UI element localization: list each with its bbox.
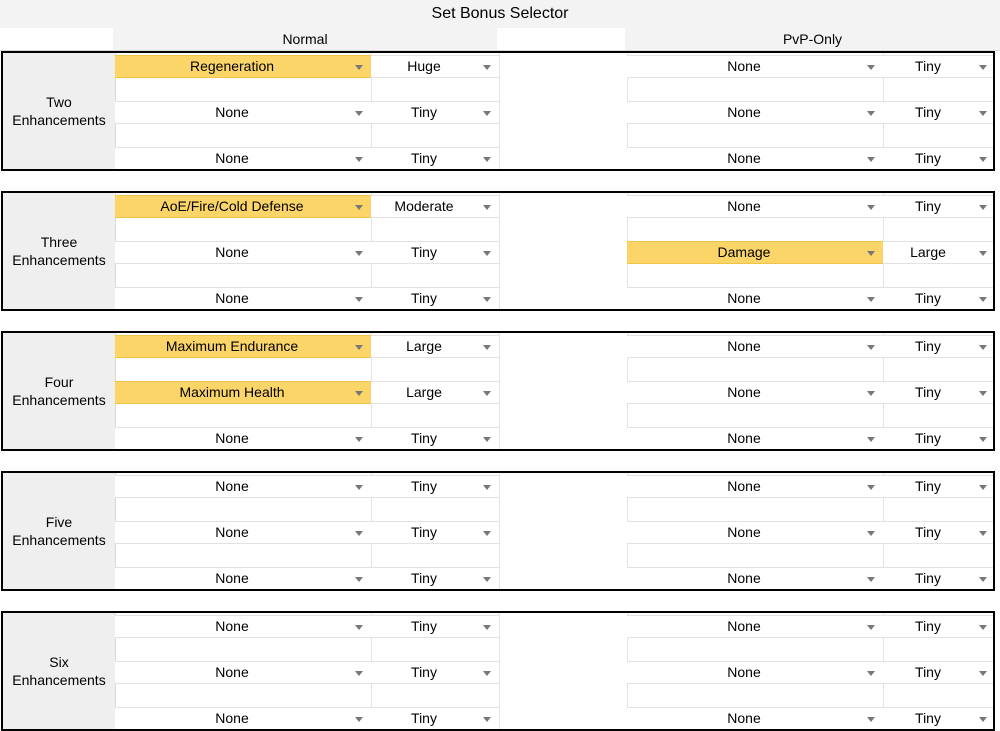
dropdown-value: None xyxy=(727,570,761,586)
dropdown-value: None xyxy=(215,664,249,680)
dropdown-arrow-icon[interactable] xyxy=(867,625,875,630)
dropdown-arrow-icon[interactable] xyxy=(979,485,987,490)
dropdown-value: Tiny xyxy=(915,710,941,726)
group-label-line: Enhancements xyxy=(12,672,106,688)
dropdown-value: Tiny xyxy=(411,710,437,726)
dropdown-arrow-icon[interactable] xyxy=(483,157,491,162)
pvp-bonus-dropdown[interactable] xyxy=(627,567,883,590)
dropdown-arrow-icon[interactable] xyxy=(483,65,491,70)
group-label xyxy=(3,473,116,589)
dropdown-arrow-icon[interactable] xyxy=(355,297,363,302)
dropdown-value: Large xyxy=(406,384,442,400)
pvp-bonus-dropdown[interactable] xyxy=(627,381,883,404)
pvp-size-dropdown[interactable] xyxy=(883,101,995,124)
pvp-size-dropdown[interactable] xyxy=(883,615,995,638)
dropdown-arrow-icon[interactable] xyxy=(867,345,875,350)
normal-size-dropdown[interactable] xyxy=(371,381,499,404)
pvp-size-dropdown[interactable] xyxy=(883,475,995,498)
dropdown-arrow-icon[interactable] xyxy=(355,111,363,116)
enhancement-group xyxy=(1,331,995,451)
enhancement-group xyxy=(1,51,995,171)
dropdown-value: None xyxy=(215,570,249,586)
dropdown-value: AoE/Fire/Cold Defense xyxy=(160,198,304,214)
dropdown-arrow-icon[interactable] xyxy=(867,531,875,536)
dropdown-arrow-icon[interactable] xyxy=(483,625,491,630)
group-label-line: Three xyxy=(40,234,78,250)
dropdown-value: None xyxy=(215,618,249,634)
group-label-line: Five xyxy=(45,514,73,530)
dropdown-arrow-icon[interactable] xyxy=(979,625,987,630)
dropdown-value: Tiny xyxy=(915,524,941,540)
dropdown-value: Tiny xyxy=(411,478,437,494)
group-label-line: Four xyxy=(44,374,74,390)
dropdown-arrow-icon[interactable] xyxy=(355,345,363,350)
dropdown-arrow-icon[interactable] xyxy=(355,625,363,630)
dropdown-arrow-icon[interactable] xyxy=(867,485,875,490)
dropdown-value: Huge xyxy=(407,58,441,74)
dropdown-arrow-icon[interactable] xyxy=(483,391,491,396)
pvp-size-dropdown[interactable] xyxy=(883,147,995,170)
dropdown-value: None xyxy=(727,290,761,306)
dropdown-arrow-icon[interactable] xyxy=(483,205,491,210)
normal-bonus-dropdown[interactable] xyxy=(115,195,371,218)
dropdown-value: Tiny xyxy=(915,58,941,74)
dropdown-value: None xyxy=(215,710,249,726)
normal-size-dropdown[interactable] xyxy=(371,335,499,358)
enhancement-group xyxy=(1,611,995,731)
normal-bonus-dropdown[interactable] xyxy=(115,427,371,450)
dropdown-arrow-icon[interactable] xyxy=(355,65,363,70)
normal-bonus-dropdown[interactable] xyxy=(115,615,371,638)
header-pvp-only: PvP-Only xyxy=(625,28,1000,50)
dropdown-value: None xyxy=(727,338,761,354)
dropdown-arrow-icon[interactable] xyxy=(483,485,491,490)
dropdown-value: Tiny xyxy=(411,618,437,634)
pvp-bonus-dropdown[interactable] xyxy=(627,707,883,730)
normal-bonus-dropdown[interactable] xyxy=(115,241,371,264)
dropdown-value: Tiny xyxy=(915,430,941,446)
dropdown-value: None xyxy=(727,104,761,120)
pvp-size-dropdown[interactable] xyxy=(883,707,995,730)
dropdown-value: Large xyxy=(406,338,442,354)
dropdown-value: Tiny xyxy=(411,524,437,540)
dropdown-value: None xyxy=(727,618,761,634)
dropdown-arrow-icon[interactable] xyxy=(867,205,875,210)
dropdown-arrow-icon[interactable] xyxy=(979,157,987,162)
dropdown-arrow-icon[interactable] xyxy=(979,577,987,582)
dropdown-value: None xyxy=(727,58,761,74)
dropdown-value: None xyxy=(727,384,761,400)
normal-size-dropdown[interactable] xyxy=(371,241,499,264)
pvp-bonus-dropdown[interactable] xyxy=(627,661,883,684)
pvp-size-dropdown[interactable] xyxy=(883,427,995,450)
group-label xyxy=(3,193,116,309)
normal-bonus-dropdown[interactable] xyxy=(115,101,371,124)
pvp-bonus-dropdown[interactable] xyxy=(627,195,883,218)
column-divider xyxy=(499,613,500,729)
dropdown-value: Tiny xyxy=(915,618,941,634)
header-corner xyxy=(0,28,113,50)
normal-bonus-dropdown[interactable] xyxy=(115,147,371,170)
dropdown-value: Tiny xyxy=(915,150,941,166)
dropdown-value: Tiny xyxy=(411,290,437,306)
dropdown-arrow-icon[interactable] xyxy=(483,531,491,536)
dropdown-value: None xyxy=(215,430,249,446)
dropdown-arrow-icon[interactable] xyxy=(355,205,363,210)
dropdown-arrow-icon[interactable] xyxy=(483,111,491,116)
pvp-size-dropdown[interactable] xyxy=(883,381,995,404)
normal-size-dropdown[interactable] xyxy=(371,661,499,684)
dropdown-value: Tiny xyxy=(915,570,941,586)
column-divider xyxy=(499,333,500,449)
normal-size-dropdown[interactable] xyxy=(371,475,499,498)
normal-size-dropdown[interactable] xyxy=(371,55,499,78)
group-label xyxy=(3,333,116,449)
dropdown-value: None xyxy=(727,478,761,494)
group-label-line: Enhancements xyxy=(12,112,106,128)
dropdown-value: None xyxy=(727,710,761,726)
dropdown-arrow-icon[interactable] xyxy=(979,345,987,350)
column-divider xyxy=(499,193,500,309)
group-label-line: Two xyxy=(46,94,72,110)
normal-size-dropdown[interactable] xyxy=(371,707,499,730)
dropdown-arrow-icon[interactable] xyxy=(867,391,875,396)
dropdown-value: None xyxy=(215,150,249,166)
pvp-size-dropdown[interactable] xyxy=(883,287,995,310)
dropdown-arrow-icon[interactable] xyxy=(867,111,875,116)
dropdown-arrow-icon[interactable] xyxy=(355,717,363,722)
dropdown-value: None xyxy=(215,290,249,306)
dropdown-arrow-icon[interactable] xyxy=(979,111,987,116)
pvp-bonus-dropdown[interactable] xyxy=(627,615,883,638)
dropdown-value: None xyxy=(215,524,249,540)
group-label-line: Enhancements xyxy=(12,392,106,408)
dropdown-value: Tiny xyxy=(411,150,437,166)
dropdown-value: None xyxy=(727,430,761,446)
dropdown-value: None xyxy=(727,198,761,214)
group-label-line: Enhancements xyxy=(12,252,106,268)
pvp-bonus-dropdown[interactable] xyxy=(627,101,883,124)
dropdown-arrow-icon[interactable] xyxy=(867,671,875,676)
pvp-size-dropdown[interactable] xyxy=(883,521,995,544)
dropdown-arrow-icon[interactable] xyxy=(483,717,491,722)
dropdown-value: Regeneration xyxy=(189,58,275,74)
dropdown-value: None xyxy=(215,104,249,120)
pvp-bonus-dropdown[interactable] xyxy=(627,427,883,450)
pvp-bonus-dropdown[interactable] xyxy=(627,521,883,544)
group-label-line: Six xyxy=(49,654,69,670)
group-label-line: Enhancements xyxy=(12,532,106,548)
pvp-size-dropdown[interactable] xyxy=(883,55,995,78)
pvp-bonus-dropdown[interactable] xyxy=(627,147,883,170)
dropdown-value: Tiny xyxy=(915,198,941,214)
normal-bonus-dropdown[interactable] xyxy=(115,661,371,684)
dropdown-value: None xyxy=(727,150,761,166)
dropdown-arrow-icon[interactable] xyxy=(979,65,987,70)
normal-bonus-dropdown[interactable] xyxy=(115,381,371,404)
normal-bonus-dropdown[interactable] xyxy=(115,521,371,544)
dropdown-arrow-icon[interactable] xyxy=(867,251,875,256)
sheet-title: Set Bonus Selector xyxy=(0,0,1000,29)
dropdown-arrow-icon[interactable] xyxy=(355,437,363,442)
normal-size-dropdown[interactable] xyxy=(371,567,499,590)
dropdown-value: None xyxy=(727,524,761,540)
normal-size-dropdown[interactable] xyxy=(371,615,499,638)
dropdown-arrow-icon[interactable] xyxy=(483,671,491,676)
dropdown-arrow-icon[interactable] xyxy=(483,251,491,256)
pvp-size-dropdown[interactable] xyxy=(883,195,995,218)
normal-size-dropdown[interactable] xyxy=(371,101,499,124)
dropdown-arrow-icon[interactable] xyxy=(355,391,363,396)
dropdown-arrow-icon[interactable] xyxy=(979,251,987,256)
dropdown-value: Tiny xyxy=(411,430,437,446)
normal-bonus-dropdown[interactable] xyxy=(115,475,371,498)
group-label xyxy=(3,53,116,169)
enhancement-group xyxy=(1,191,995,311)
normal-size-dropdown[interactable] xyxy=(371,195,499,218)
column-divider xyxy=(499,473,500,589)
dropdown-value: Maximum Endurance xyxy=(165,338,299,354)
group-label xyxy=(3,613,116,729)
dropdown-value: Moderate xyxy=(394,198,454,214)
dropdown-arrow-icon[interactable] xyxy=(867,717,875,722)
dropdown-value: Damage xyxy=(717,244,771,260)
normal-size-dropdown[interactable] xyxy=(371,427,499,450)
dropdown-value: Tiny xyxy=(915,384,941,400)
dropdown-arrow-icon[interactable] xyxy=(355,485,363,490)
pvp-bonus-dropdown[interactable] xyxy=(627,475,883,498)
dropdown-value: Maximum Health xyxy=(179,384,285,400)
dropdown-arrow-icon[interactable] xyxy=(355,577,363,582)
dropdown-arrow-icon[interactable] xyxy=(867,437,875,442)
dropdown-arrow-icon[interactable] xyxy=(979,297,987,302)
normal-bonus-dropdown[interactable] xyxy=(115,335,371,358)
normal-bonus-dropdown[interactable] xyxy=(115,55,371,78)
dropdown-value: None xyxy=(215,478,249,494)
dropdown-arrow-icon[interactable] xyxy=(979,205,987,210)
dropdown-arrow-icon[interactable] xyxy=(979,531,987,536)
normal-bonus-dropdown[interactable] xyxy=(115,707,371,730)
dropdown-value: Tiny xyxy=(411,104,437,120)
pvp-bonus-dropdown[interactable] xyxy=(627,287,883,310)
dropdown-arrow-icon[interactable] xyxy=(979,671,987,676)
dropdown-arrow-icon[interactable] xyxy=(979,437,987,442)
dropdown-value: None xyxy=(727,664,761,680)
column-divider xyxy=(499,53,500,169)
dropdown-arrow-icon[interactable] xyxy=(483,297,491,302)
pvp-size-dropdown[interactable] xyxy=(883,241,995,264)
dropdown-value: Tiny xyxy=(411,570,437,586)
dropdown-arrow-icon[interactable] xyxy=(355,531,363,536)
dropdown-value: None xyxy=(215,244,249,260)
normal-size-dropdown[interactable] xyxy=(371,521,499,544)
dropdown-arrow-icon[interactable] xyxy=(979,391,987,396)
dropdown-arrow-icon[interactable] xyxy=(979,717,987,722)
pvp-size-dropdown[interactable] xyxy=(883,335,995,358)
normal-bonus-dropdown[interactable] xyxy=(115,567,371,590)
dropdown-arrow-icon[interactable] xyxy=(355,251,363,256)
dropdown-arrow-icon[interactable] xyxy=(867,157,875,162)
dropdown-value: Tiny xyxy=(411,244,437,260)
pvp-size-dropdown[interactable] xyxy=(883,567,995,590)
normal-size-dropdown[interactable] xyxy=(371,287,499,310)
dropdown-value: Tiny xyxy=(411,664,437,680)
pvp-bonus-dropdown[interactable] xyxy=(627,55,883,78)
dropdown-arrow-icon[interactable] xyxy=(483,345,491,350)
pvp-bonus-dropdown[interactable] xyxy=(627,335,883,358)
dropdown-value: Tiny xyxy=(915,478,941,494)
dropdown-arrow-icon[interactable] xyxy=(355,671,363,676)
dropdown-arrow-icon[interactable] xyxy=(867,577,875,582)
pvp-size-dropdown[interactable] xyxy=(883,661,995,684)
dropdown-arrow-icon[interactable] xyxy=(483,437,491,442)
dropdown-value: Tiny xyxy=(915,104,941,120)
normal-size-dropdown[interactable] xyxy=(371,147,499,170)
dropdown-value: Large xyxy=(910,244,946,260)
dropdown-value: Tiny xyxy=(915,664,941,680)
header-spacer xyxy=(497,28,625,50)
normal-bonus-dropdown[interactable] xyxy=(115,287,371,310)
pvp-bonus-dropdown[interactable] xyxy=(627,241,883,264)
dropdown-arrow-icon[interactable] xyxy=(867,297,875,302)
dropdown-arrow-icon[interactable] xyxy=(867,65,875,70)
header-normal: Normal xyxy=(113,28,497,50)
dropdown-value: Tiny xyxy=(915,290,941,306)
dropdown-arrow-icon[interactable] xyxy=(483,577,491,582)
enhancement-group xyxy=(1,471,995,591)
dropdown-arrow-icon[interactable] xyxy=(355,157,363,162)
dropdown-value: Tiny xyxy=(915,338,941,354)
